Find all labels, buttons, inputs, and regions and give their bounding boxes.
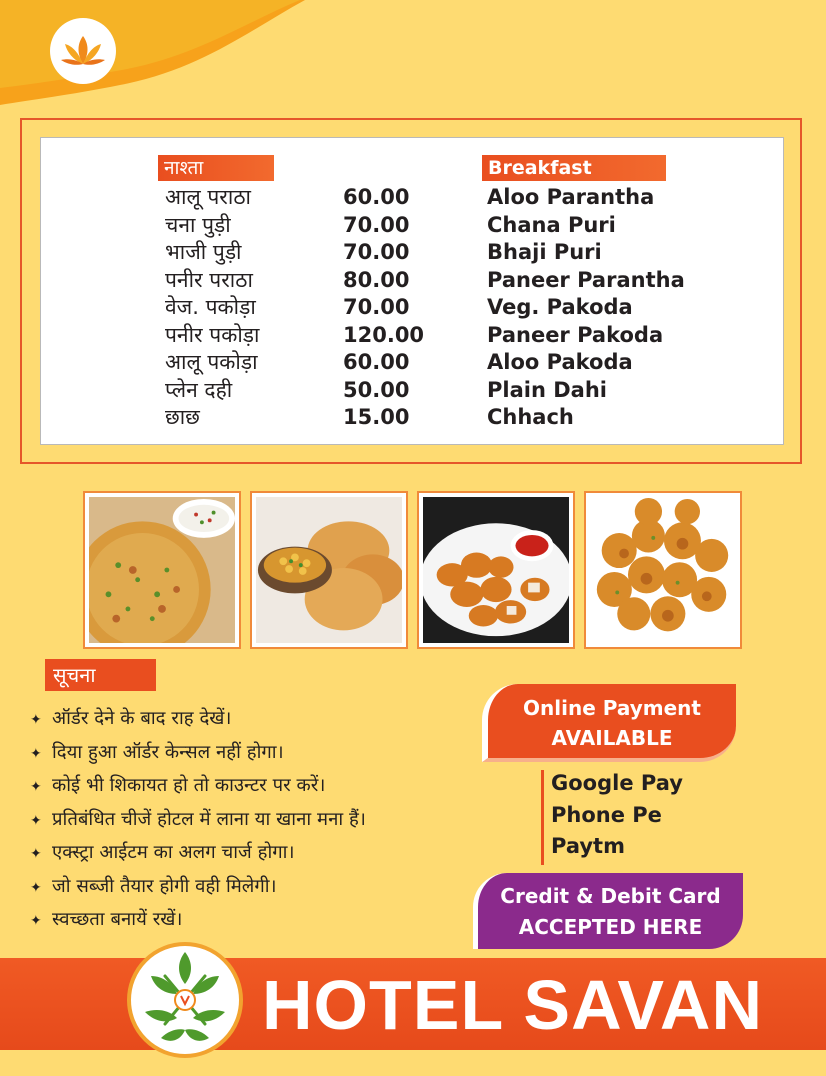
notice-item-text: दिया हुआ ऑर्डर केन्सल नहीं होगा।	[52, 741, 284, 763]
star-bullet-icon: ✦	[30, 779, 42, 795]
star-bullet-icon: ✦	[30, 745, 42, 762]
menu-item-hindi: आलू पराठा	[165, 185, 251, 209]
notice-item-text: एक्स्ट्रा आईटम का अलग चार्ज होगा।	[52, 842, 295, 863]
chana-puri-photo	[250, 491, 408, 649]
menu-item-price: 80.00	[343, 267, 410, 292]
lotus-logo-icon	[50, 18, 116, 84]
menu-item-hindi: छाछ	[165, 405, 200, 429]
paneer-pakoda-photo	[417, 491, 575, 649]
notice-item-text: ऑर्डर देने के बाद राह देखें।	[52, 708, 232, 729]
star-bullet-icon: ✦	[30, 846, 42, 862]
menu-item-price: 60.00	[343, 185, 410, 209]
card-badge-line1: Credit & Debit Card	[500, 884, 721, 908]
menu-item-english: Aloo Pakoda	[487, 350, 633, 374]
notice-item-text: स्वच्छता बनायें रखें।	[52, 909, 183, 930]
notice-item-text: प्रतिबंधित चीजें होटल में लाना या खाना मना हैं।	[52, 808, 366, 830]
menu-item-english: Aloo Parantha	[487, 185, 655, 209]
menu-item-hindi: पनीर पकोड़ा	[165, 322, 260, 347]
menu-item-price: 70.00	[343, 295, 410, 319]
hotel-name: HOTEL SAVAN	[262, 966, 764, 1044]
footer-bottom-strip	[0, 1050, 826, 1076]
veg-pakoda-photo	[584, 491, 742, 649]
menu-item-english: Paneer Parantha	[487, 267, 685, 292]
top-swoosh-decoration	[0, 0, 826, 110]
star-bullet-icon: ✦	[30, 812, 42, 829]
star-bullet-icon: ✦	[30, 913, 42, 929]
paratha-photo	[83, 491, 241, 649]
notice-item	[30, 736, 366, 770]
menu-item-english: Paneer Pakoda	[487, 322, 664, 347]
notice-item	[30, 836, 366, 870]
menu-item-price: 15.00	[343, 405, 410, 429]
menu-prices	[343, 184, 424, 432]
menu-header-english: Breakfast	[482, 155, 666, 181]
menu-item-english: Plain Dahi	[487, 377, 607, 402]
menu-english-names	[487, 184, 685, 432]
notice-item	[30, 870, 366, 904]
menu-item-english: Chhach	[487, 405, 574, 429]
payment-methods	[541, 770, 683, 865]
menu-item-price: 60.00	[343, 350, 410, 374]
menu-item-hindi: चना पुड़ी	[165, 212, 231, 237]
menu-item-price: 50.00	[343, 377, 410, 402]
menu-item-price: 120.00	[343, 322, 425, 347]
online-payment-line2: AVAILABLE	[551, 726, 673, 750]
menu-header-hindi: नाश्ता	[158, 155, 274, 181]
card-accepted-badge	[473, 873, 743, 949]
notice-list	[30, 702, 366, 937]
menu-item-english: Chana Puri	[487, 212, 616, 237]
notice-item-text: जो सब्जी तैयार होगी वही मिलेगी।	[52, 875, 277, 897]
payment-method: Paytm	[541, 833, 683, 865]
payment-method: Phone Pe	[541, 802, 683, 834]
menu-item-hindi: भाजी पुड़ी	[165, 240, 242, 264]
notice-item-text: कोई भी शिकायत हो तो काउन्टर पर करें।	[52, 775, 326, 796]
online-payment-line1: Online Payment	[523, 696, 701, 720]
menu-item-price: 70.00	[343, 240, 410, 264]
notice-item	[30, 903, 366, 937]
menu-item-hindi: पनीर पराठा	[165, 267, 253, 292]
notice-item	[30, 803, 366, 837]
hotel-logo-icon	[127, 942, 243, 1058]
menu-hindi-names	[165, 184, 259, 432]
card-badge-line2: ACCEPTED HERE	[518, 915, 703, 939]
menu-item-hindi: वेज. पकोड़ा	[165, 295, 256, 319]
notice-item	[30, 769, 366, 803]
star-bullet-icon: ✦	[30, 712, 42, 728]
online-payment-badge	[482, 684, 736, 762]
menu-item-english: Veg. Pakoda	[487, 295, 633, 319]
menu-item-hindi: प्लेन दही	[165, 377, 233, 402]
notice-item	[30, 702, 366, 736]
star-bullet-icon: ✦	[30, 879, 42, 896]
notice-header: सूचना	[45, 659, 156, 691]
menu-item-english: Bhaji Puri	[487, 240, 602, 264]
menu-item-price: 70.00	[343, 212, 410, 237]
payment-method: Google Pay	[541, 770, 683, 802]
menu-item-hindi: आलू पकोड़ा	[165, 350, 258, 374]
